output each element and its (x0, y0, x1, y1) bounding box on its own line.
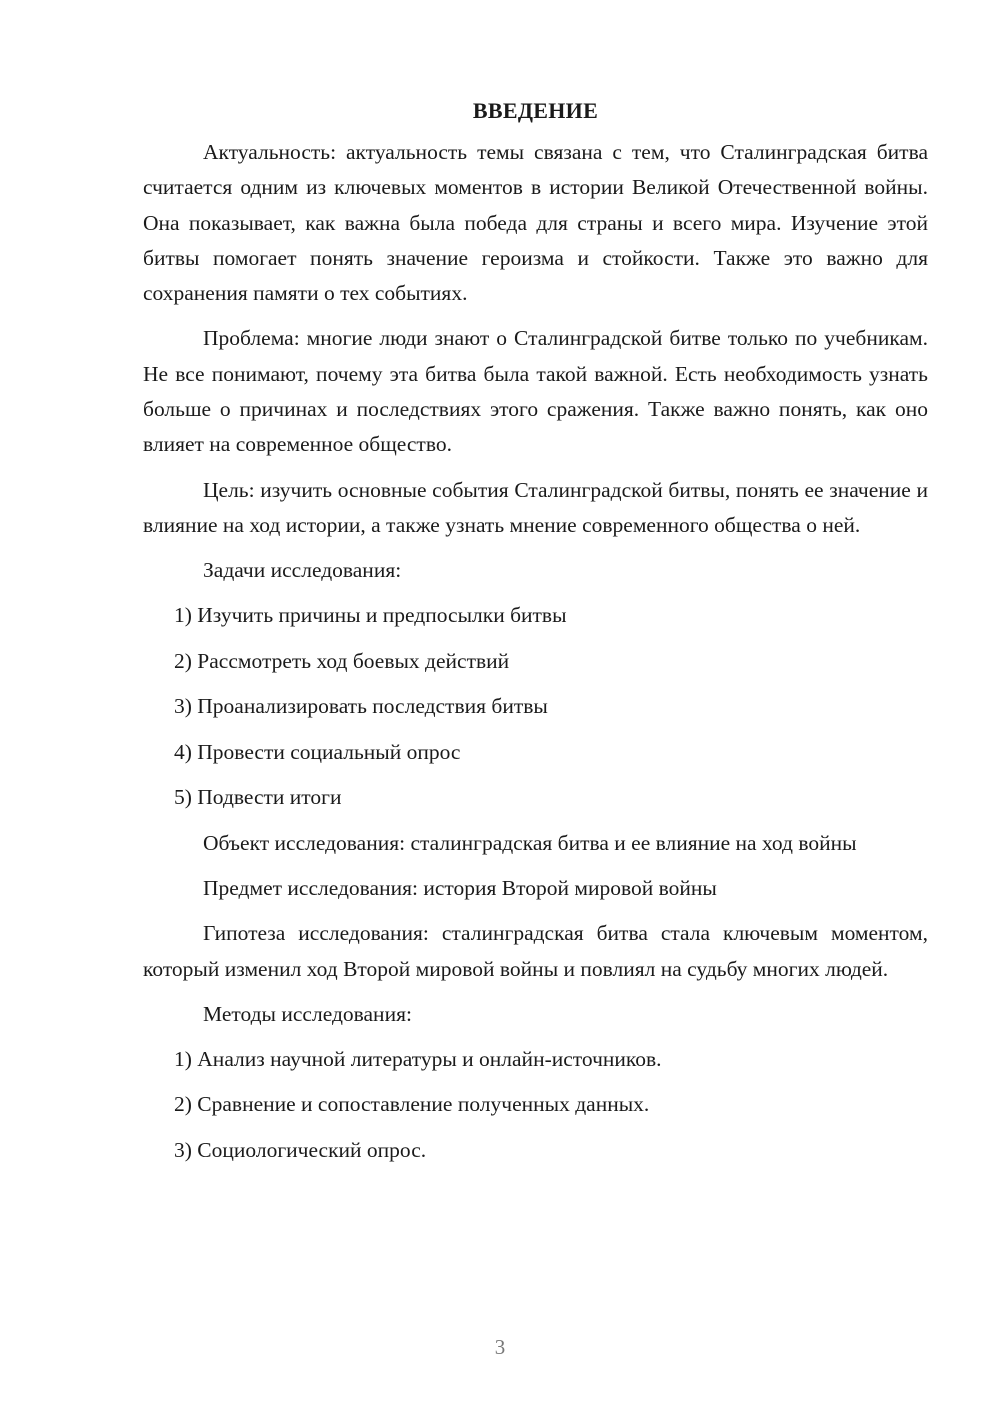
document-page (143, 93, 928, 1178)
page-title: ВВЕДЕНИЕ (472, 98, 599, 123)
tasks-list (143, 598, 928, 815)
methods-list (143, 1042, 928, 1168)
goal-paragraph: Цель: изучить основные события Сталинградской битвы, понять ее значение и влияние на ход истории, а также узнать мнение современного общества о ней. (143, 477, 928, 537)
list-item: 2) Рассмотреть ход боевых действий (174, 648, 510, 673)
list-item: 3) Проанализировать последствия битвы (174, 694, 548, 719)
hypothesis-paragraph: Гипотеза исследования: сталинградская битва стала ключевым моментом, который изменил ход Второй мировой войны и повлиял на судьбу многих людей. (143, 921, 928, 981)
list-item: 5) Подвести итоги (174, 785, 342, 810)
problem-paragraph: Проблема: многие люди знают о Сталинградской битве только по учебникам. Не все понимают, почему эта битва была такой важной. Есть необходимость узнать больше о причинах и последствиях этого сражения. Также важно понять, как оно влияет на современное общество. (143, 326, 928, 457)
list-item: 4) Провести социальный опрос (174, 739, 461, 764)
tasks-heading: Задачи исследования: (203, 558, 402, 583)
list-item: 1) Изучить причины и предпосылки битвы (174, 603, 567, 628)
page-number: 3 (494, 1335, 506, 1359)
list-item: 1) Анализ научной литературы и онлайн-источников. (174, 1046, 662, 1071)
relevance-paragraph: Актуальность: актуальность темы связана с тем, что Сталинградская битва считается одним из ключевых моментов в истории Великой Отечественной войны. Она показывает, как важна была победа для страны и всего мира. Изучение этой битвы помогает понять значение героизма и стойкости. Также это важно для сохранения памяти о тех событиях. (143, 140, 928, 306)
list-item: 3) Социологический опрос. (174, 1137, 427, 1162)
subject-paragraph: Предмет исследования: история Второй мировой войны (203, 876, 717, 901)
list-item: 2) Сравнение и сопоставление полученных данных. (174, 1092, 650, 1117)
methods-heading: Методы исследования: (203, 1001, 412, 1026)
object-paragraph: Объект исследования: сталинградская битва и ее влияние на ход войны (203, 830, 857, 855)
